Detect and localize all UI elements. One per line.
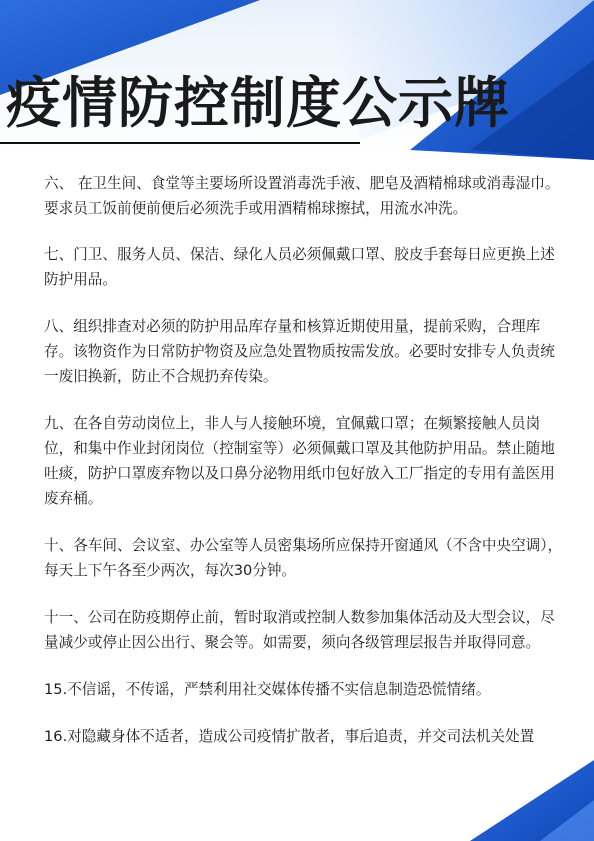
rule-paragraph-8: 八、组织排查对必须的防护用品库存量和核算近期使用量，提前采购，合理库存。该物资作为日常防护物资及应急处置物质按需发放。必要时安排专人负责统一废旧换新，防止不合规扔弃传染。 bbox=[44, 318, 555, 385]
rule-paragraph-11: 十一、公司在防疫期停止前，暂时取消或控制人数参加集体活动及大型会议，尽量减少或停止因公出行、聚会等。如需要，须向各级管理层报告并取得同意。 bbox=[44, 609, 555, 651]
rule-paragraph-16: 16.对隐藏身体不适者，造成公司疫情扩散者，事后追责，并交司法机关处置 bbox=[44, 728, 535, 745]
rule-paragraph-10: 十、各车间、会议室、办公室等人员密集场所应保持开窗通风（不含中央空调），每天上下午各至少两次，每次30分钟。 bbox=[44, 537, 563, 579]
rule-paragraph-6: 六、 在卫生间、食堂等主要场所设置消毒洗手液、肥皂及酒精棉球或消毒湿巾。要求员工饭前便前便后必须洗手或用酒精棉球擦拭，用流水冲洗。 bbox=[44, 175, 560, 217]
rules-content bbox=[44, 171, 564, 749]
page-title: 疫情防控制度公示牌 bbox=[6, 71, 511, 135]
rule-paragraph-9: 九、在各自劳动岗位上，非人与人接触环境，宜佩戴口罩；在频繁接触人员岗位，和集中作业封闭岗位（控制室等）必须佩戴口罩及其他防护用品。禁止随地吐痰，防护口罩废弃物以及口鼻分泌物用纸巾包好放入工厂指定的专用有盖医用废弃桶。 bbox=[44, 415, 555, 507]
rule-paragraph-15: 15.不信谣，不传谣，严禁利用社交媒体传播不实信息制造恐慌情绪。 bbox=[44, 681, 491, 698]
rule-paragraph-7: 七、门卫、服务人员、保洁、绿化人员必须佩戴口罩、胶皮手套每日应更换上述防护用品。 bbox=[44, 246, 555, 288]
